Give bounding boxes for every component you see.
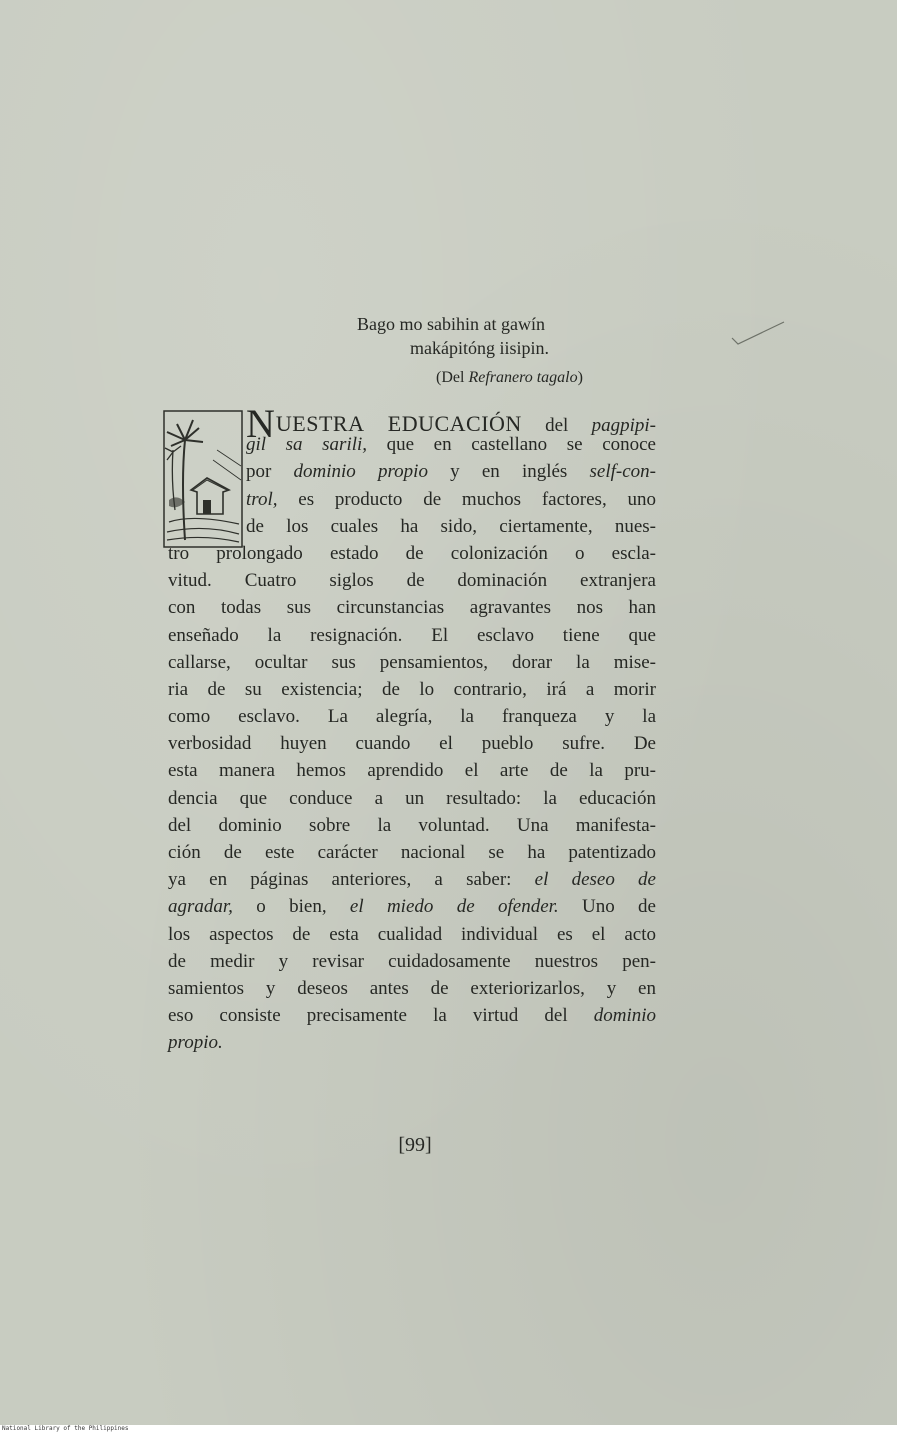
text-line: ria de su existencia; de lo contrario, irá a morir xyxy=(168,678,656,700)
epigraph-line-2: makápitóng iisipin. xyxy=(410,338,549,358)
text-line: como esclavo. La alegría, la franqueza y la xyxy=(168,706,656,728)
text-line: vitud. Cuatro siglos de dominación extranjera xyxy=(168,570,656,592)
text-line: con todas sus circunstancias agravantes nos han xyxy=(168,597,656,619)
epigraph-source: (Del Refranero tagalo) xyxy=(436,369,583,386)
text-line: del dominio sobre la voluntad. Una manifesta- xyxy=(168,814,656,836)
text-line: samientos y deseos antes de exteriorizarlos, y en xyxy=(168,977,656,999)
epigraph-line-1: Bago mo sabihin at gawín xyxy=(357,314,545,334)
text-line: enseñado la resignación. El esclavo tiene que xyxy=(168,624,656,646)
text-line: los aspectos de esta cualidad individual es el acto xyxy=(168,923,656,945)
text-line: dencia que conduce a un resultado: la educación xyxy=(168,787,656,809)
text-line: de los cuales ha sido, ciertamente, nues- xyxy=(246,515,656,537)
footer-credit: National Library of the Philippines xyxy=(2,1425,129,1432)
text-line: eso consiste precisamente la virtud del dominio xyxy=(168,1005,656,1027)
text-line: verbosidad huyen cuando el pueblo sufre. De xyxy=(168,733,656,755)
dropcap-letter: N xyxy=(246,401,275,446)
scan-footer xyxy=(0,1425,897,1433)
text-line: agradar, o bien, el miedo de ofender. Uno de xyxy=(168,896,656,918)
text-line: gil sa sarili, que en castellano se conoce xyxy=(246,434,656,456)
text-line: trol, es producto de muchos factores, uno xyxy=(246,488,656,510)
body-paragraph xyxy=(168,401,656,1057)
pencil-check-mark xyxy=(728,318,788,348)
epigraph-source-title: Refranero tagalo xyxy=(468,369,578,386)
text-line: por dominio propio y en inglés self-con- xyxy=(246,461,656,483)
text-line: ción de este carácter nacional se ha patentizado xyxy=(168,842,656,863)
text-line: propio. xyxy=(168,1032,223,1054)
text-line: callarse, ocultar sus pensamientos, dorar la mise- xyxy=(168,651,656,673)
text-line: ya en páginas anteriores, a saber: el deseo de xyxy=(168,869,656,891)
page-number: [99] xyxy=(398,1134,432,1156)
text-line: de medir y revisar cuidadosamente nuestros pen- xyxy=(168,950,656,972)
text-line: tro prolongado estado de colonización o escla- xyxy=(168,542,656,564)
text-line: NUESTRA EDUCACIÓN del pagpipi- xyxy=(246,401,656,446)
text-line: esta manera hemos aprendido el arte de la pru- xyxy=(168,760,656,782)
